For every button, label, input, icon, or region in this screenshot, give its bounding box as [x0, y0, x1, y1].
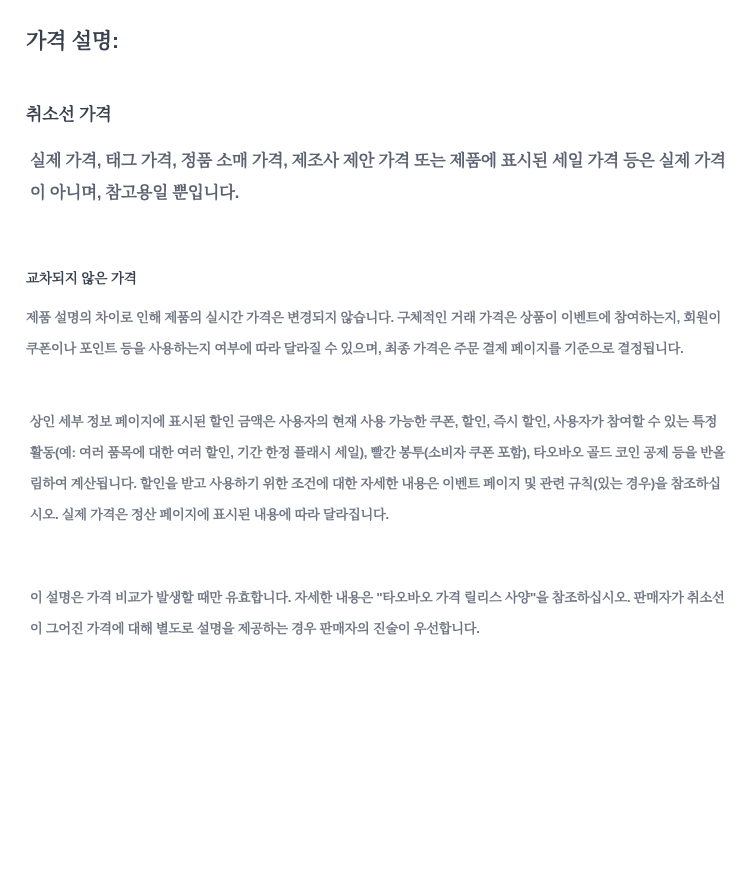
lead-paragraph-strikethrough-price: 실제 가격, 태그 가격, 정품 소매 가격, 제조사 제안 가격 또는 제품에 표시된 세일 가격 등은 실제 가격이 아니며, 참고용일 뿐입니다.: [30, 152, 726, 203]
body-paragraph-realtime-price: 제품 설명의 차이로 인해 제품의 실시간 가격은 변경되지 않습니다. 구체적인 거래 가격은 상품이 이벤트에 참여하는지, 회원이 쿠폰이나 포인트 등을 사용하는지 여부에 따라 달라질 수 있으며, 최종 가격은 주문 결제 페이지를 기준으로 결정됩니다.: [26, 309, 721, 356]
page-title: 가격 설명:: [26, 30, 119, 53]
body-paragraph-discount-calculation: 상인 세부 정보 페이지에 표시된 할인 금액은 사용자의 현재 사용 가능한 쿠폰, 할인, 즉시 할인, 사용자가 참여할 수 있는 특정 활동(예: 여러 품목에 대한 여러 할인, 기간 한정 플래시 세일), 빨간 봉투(소비자 쿠폰 포함), 타오바오 골드 코인 공제 등을 반올림하여 계산됩니다. 할인을 받고 사용하기 위한 조건에 대한 자세한 내용은 이벤트 페이지 및 관련 규칙(있는 경우)을 참조하십시오. 실제 가격은 정산 페이지에 표시된 내용에 따라 달라집니다.: [30, 413, 726, 522]
body-paragraph-price-comparison-note: 이 설명은 가격 비교가 발생할 때만 유효합니다. 자세한 내용은 "타오바오 가격 릴리스 사양"을 참조하십시오. 판매자가 취소선이 그어진 가격에 대해 별도로 설명을 제공하는 경우 판매자의 진술이 우선합니다.: [30, 589, 725, 636]
section-heading-strikethrough-price: 취소선 가격: [26, 105, 112, 125]
sub-heading-non-crossed-price: 교차되지 않은 가격: [26, 271, 137, 287]
